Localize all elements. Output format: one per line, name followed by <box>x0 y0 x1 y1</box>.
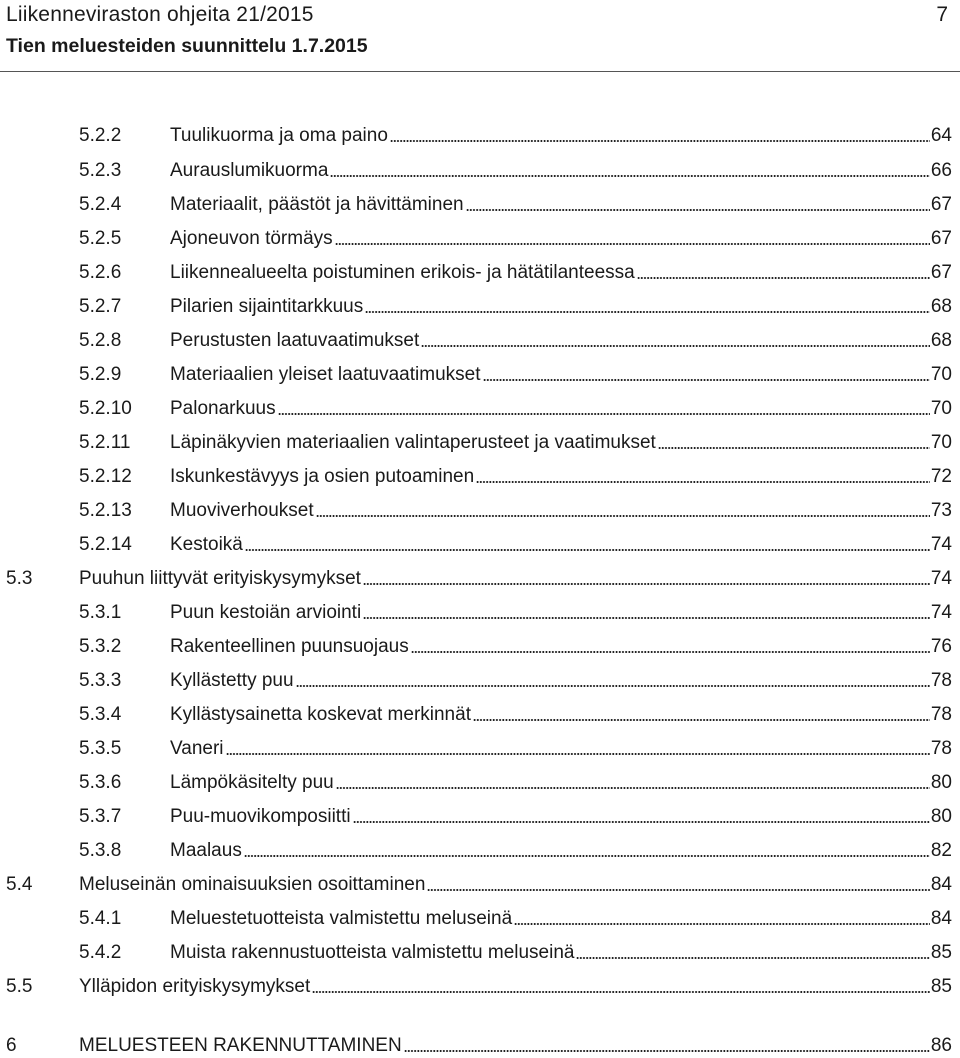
toc-entry[interactable] <box>79 937 952 965</box>
toc-entry-title: Muista rakennustuotteista valmistettu meluseinä <box>170 942 575 963</box>
dot-leader <box>244 854 930 858</box>
toc-entry[interactable] <box>79 393 952 421</box>
toc-entry-number: 5.3.2 <box>79 636 122 657</box>
toc-entry-page: 74 <box>930 534 952 555</box>
dot-leader <box>658 446 930 450</box>
dot-leader <box>365 310 930 314</box>
toc-entry-title: Tuulikuorma ja oma paino <box>170 125 388 146</box>
toc-entry-title: Palonarkuus <box>170 398 276 419</box>
dot-leader <box>390 139 930 143</box>
toc-entry-title: Ylläpidon erityiskysymykset <box>79 976 311 997</box>
toc-entry[interactable] <box>79 529 952 557</box>
toc-entry-title: Iskunkestävyys ja osien putoaminen <box>170 466 475 487</box>
dot-leader <box>514 922 930 926</box>
publication-title: Liikenneviraston ohjeita 21/2015 <box>6 3 314 26</box>
toc-entry-title: Puun kestoiän arviointi <box>170 602 362 623</box>
dot-leader <box>330 174 929 178</box>
toc-entry-number: 5.2.10 <box>79 398 132 419</box>
toc-entry-page: 80 <box>930 806 952 827</box>
toc-entry-page: 85 <box>930 942 952 963</box>
toc-entry-number: 5.2.6 <box>79 262 122 283</box>
toc-entry-number: 5.4.1 <box>79 908 122 929</box>
dot-leader <box>296 684 930 688</box>
toc-entry-number: 5.2.7 <box>79 296 122 317</box>
toc-entry-number: 5.2.5 <box>79 228 122 249</box>
toc-entry-number: 5.2.12 <box>79 466 132 487</box>
dot-leader <box>336 786 930 790</box>
toc-entry[interactable] <box>79 120 952 148</box>
toc-entry-number: 5.3.6 <box>79 772 122 793</box>
toc-entry-title: Ajoneuvon törmäys <box>170 228 333 249</box>
dot-leader <box>466 208 930 212</box>
toc-entry[interactable] <box>79 359 952 387</box>
toc-entry-title: Liikennealueelta poistuminen erikois- ja hätätilanteessa <box>170 262 635 283</box>
toc-entry-title: Meluestetuotteista valmistettu meluseinä <box>170 908 513 929</box>
toc-entry-number: 5.2.11 <box>79 432 131 453</box>
toc-entry-page: 80 <box>930 772 952 793</box>
toc-entry[interactable] <box>79 597 952 625</box>
toc-entry-page: 73 <box>930 500 952 521</box>
toc-entry-number: 5.2.13 <box>79 500 132 521</box>
toc-entry-title: Aurauslumikuorma <box>170 160 329 181</box>
toc-entry-number: 5.3.1 <box>79 602 122 623</box>
dot-leader <box>637 276 930 280</box>
toc-entry-page: 76 <box>930 636 952 657</box>
document-subtitle: Tien meluesteiden suunnittelu 1.7.2015 <box>6 35 368 57</box>
toc-entry-page: 86 <box>930 1035 952 1056</box>
toc-entry-page: 72 <box>930 466 952 487</box>
dot-leader <box>476 480 930 484</box>
dot-leader <box>404 1049 930 1053</box>
dot-leader <box>363 582 930 586</box>
dot-leader <box>226 752 930 756</box>
toc-entry-title: Läpinäkyvien materiaalien valintaperusteet ja vaatimukset <box>170 432 656 453</box>
dot-leader <box>363 616 930 620</box>
toc-entry-title: Maalaus <box>170 840 242 861</box>
toc-entry-number: 5.2.8 <box>79 330 122 351</box>
toc-entry-page: 68 <box>930 330 952 351</box>
toc-entry-page: 70 <box>930 432 952 453</box>
toc-entry-title: Meluseinän ominaisuuksien osoittaminen <box>79 874 426 895</box>
toc-entry-page: 78 <box>930 670 952 691</box>
page-number: 7 <box>936 3 948 26</box>
toc-entry-number: 5.3 <box>6 568 33 589</box>
dot-leader <box>427 888 929 892</box>
toc-entry-number: 5.3.4 <box>79 704 122 725</box>
toc-entry[interactable] <box>79 291 952 319</box>
toc-entry-number: 5.2.14 <box>79 534 132 555</box>
toc-entry[interactable] <box>79 835 952 863</box>
toc-entry-page: 84 <box>930 874 952 895</box>
toc-entry-number: 5.2.9 <box>79 364 122 385</box>
dot-leader <box>421 344 930 348</box>
toc-entry-page: 74 <box>930 568 952 589</box>
toc-entry[interactable] <box>79 223 952 251</box>
toc-entry-number: 5.5 <box>6 976 33 997</box>
toc-entry-title: Materiaalit, päästöt ja hävittäminen <box>170 194 464 215</box>
toc-entry-number: 5.3.8 <box>79 840 122 861</box>
toc-entry[interactable] <box>79 665 952 693</box>
toc-entry-page: 67 <box>930 228 952 249</box>
toc-entry-number: 5.2.4 <box>79 194 122 215</box>
dot-leader <box>473 718 930 722</box>
dot-leader <box>576 956 929 960</box>
dot-leader <box>312 990 930 994</box>
toc-entry[interactable] <box>79 801 952 829</box>
toc-entry[interactable] <box>79 427 952 455</box>
toc-entry[interactable] <box>6 971 952 999</box>
toc-entry[interactable] <box>79 733 952 761</box>
toc-entry-title: Kyllästysainetta koskevat merkinnät <box>170 704 471 725</box>
toc-entry-page: 67 <box>930 262 952 283</box>
toc-entry[interactable] <box>79 155 952 183</box>
toc-entry-title: Materiaalien yleiset laatuvaatimukset <box>170 364 481 385</box>
toc-entry-number: 5.3.5 <box>79 738 122 759</box>
toc-entry-number: 5.3.7 <box>79 806 122 827</box>
dot-leader <box>316 514 930 518</box>
dot-leader <box>335 242 930 246</box>
toc-entry-page: 85 <box>930 976 952 997</box>
dot-leader <box>411 650 930 654</box>
toc-entry[interactable] <box>79 767 952 795</box>
toc-entry-page: 66 <box>930 160 952 181</box>
toc-entry[interactable] <box>79 325 952 353</box>
toc-entry-title: Vaneri <box>170 738 224 759</box>
toc-entry-page: 70 <box>930 398 952 419</box>
toc-entry[interactable] <box>79 631 952 659</box>
toc-entry-number: 5.4 <box>6 874 33 895</box>
toc-entry-title: Muoviverhoukset <box>170 500 314 521</box>
toc-entry[interactable] <box>79 699 952 727</box>
toc-entry-page: 67 <box>930 194 952 215</box>
toc-entry-title: Pilarien sijaintitarkkuus <box>170 296 364 317</box>
toc-entry[interactable] <box>79 189 952 217</box>
toc-entry-title: MELUESTEEN RAKENNUTTAMINEN <box>79 1035 402 1056</box>
toc-entry[interactable] <box>79 461 952 489</box>
toc-entry-title: Kyllästetty puu <box>170 670 294 691</box>
toc-entry-page: 64 <box>930 125 952 146</box>
dot-leader <box>245 548 930 552</box>
toc-entry[interactable] <box>79 903 952 931</box>
toc-entry-page: 82 <box>930 840 952 861</box>
toc-entry-page: 78 <box>930 704 952 725</box>
toc-entry-number: 6 <box>6 1035 17 1056</box>
toc-entry-number: 5.4.2 <box>79 942 122 963</box>
toc-entry-page: 78 <box>930 738 952 759</box>
toc-entry-title: Puuhun liittyvät erityiskysymykset <box>79 568 361 589</box>
toc-entry-number: 5.2.3 <box>79 160 122 181</box>
toc-entry-page: 74 <box>930 602 952 623</box>
toc-entry[interactable] <box>79 257 952 285</box>
toc-entry-page: 68 <box>930 296 952 317</box>
toc-entry-title: Lämpökäsitelty puu <box>170 772 334 793</box>
toc-entry[interactable] <box>6 1030 952 1058</box>
toc-entry-number: 5.2.2 <box>79 125 122 146</box>
toc-entry-title: Rakenteellinen puunsuojaus <box>170 636 409 657</box>
toc-entry[interactable] <box>6 869 952 897</box>
toc-entry[interactable] <box>6 563 952 591</box>
toc-entry-title: Puu-muovikomposiitti <box>170 806 351 827</box>
toc-entry-title: Perustusten laatuvaatimukset <box>170 330 420 351</box>
dot-leader <box>483 378 930 382</box>
toc-entry-page: 84 <box>930 908 952 929</box>
dot-leader <box>278 412 930 416</box>
toc-entry[interactable] <box>79 495 952 523</box>
toc-entry-page: 70 <box>930 364 952 385</box>
toc-entry-title: Kestoikä <box>170 534 243 555</box>
toc-entry-number: 5.3.3 <box>79 670 122 691</box>
dot-leader <box>353 820 930 824</box>
